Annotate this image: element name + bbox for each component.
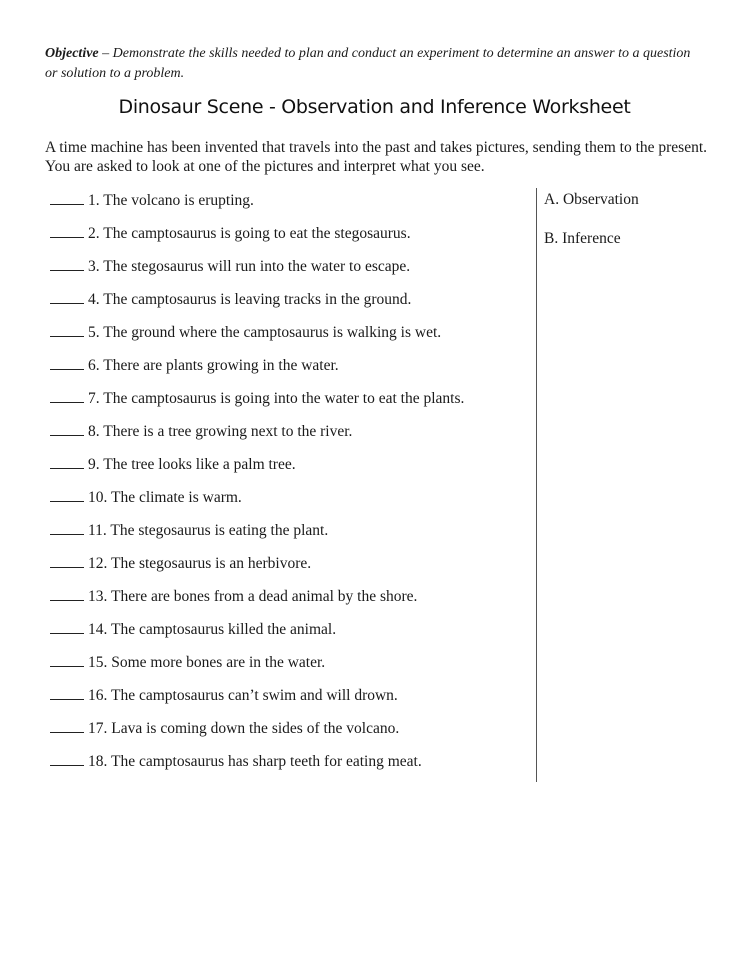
question-text: 6. There are plants growing in the water. <box>88 357 339 374</box>
page-title: Dinosaur Scene - Observation and Inference Worksheet <box>118 96 631 118</box>
question-7 <box>50 388 530 421</box>
question-text: 4. The camptosaurus is leaving tracks in the ground. <box>88 291 412 308</box>
answer-blank[interactable] <box>50 355 84 370</box>
choice-inference: B. Inference <box>544 230 621 247</box>
answer-blank[interactable] <box>50 751 84 766</box>
question-15 <box>50 652 530 685</box>
question-text: 2. The camptosaurus is going to eat the stegosaurus. <box>88 225 411 242</box>
question-6 <box>50 355 530 388</box>
question-text: 1. The volcano is erupting. <box>88 192 254 209</box>
answer-blank[interactable] <box>50 322 84 337</box>
answer-blank[interactable] <box>50 520 84 535</box>
answer-blank[interactable] <box>50 553 84 568</box>
question-4 <box>50 289 530 322</box>
question-text: 5. The ground where the camptosaurus is walking is wet. <box>88 324 442 341</box>
intro-paragraph: A time machine has been invented that travels into the past and takes pictures, sending them to the present. You are asked to look at one of the pictures and interpret what you see. <box>45 139 708 175</box>
question-text: 13. There are bones from a dead animal by the shore. <box>88 588 418 605</box>
question-5 <box>50 322 530 355</box>
question-text: 8. There is a tree growing next to the river. <box>88 423 353 440</box>
question-2 <box>50 223 530 256</box>
question-text: 9. The tree looks like a palm tree. <box>88 456 296 473</box>
answer-blank[interactable] <box>50 190 84 205</box>
question-18 <box>50 751 530 784</box>
question-text: 16. The camptosaurus can’t swim and will drown. <box>88 687 398 704</box>
answer-blank[interactable] <box>50 652 84 667</box>
choice-observation: A. Observation <box>544 191 639 208</box>
question-text: 18. The camptosaurus has sharp teeth for eating meat. <box>88 753 422 770</box>
question-text: 3. The stegosaurus will run into the water to escape. <box>88 258 411 275</box>
objective-label: Objective <box>45 46 99 61</box>
question-13 <box>50 586 530 619</box>
answer-blank[interactable] <box>50 421 84 436</box>
question-9 <box>50 454 530 487</box>
question-1 <box>50 190 530 223</box>
question-text: 12. The stegosaurus is an herbivore. <box>88 555 312 572</box>
question-10 <box>50 487 530 520</box>
objective-text: – Demonstrate the skills needed to plan and conduct an experiment to determine an answer to a question or solution to a problem. <box>45 46 691 81</box>
answer-blank[interactable] <box>50 223 84 238</box>
question-3 <box>50 256 530 289</box>
question-text: 14. The camptosaurus killed the animal. <box>88 621 337 638</box>
question-text: 15. Some more bones are in the water. <box>88 654 326 671</box>
answer-blank[interactable] <box>50 388 84 403</box>
question-16 <box>50 685 530 718</box>
question-11 <box>50 520 530 553</box>
objective <box>45 44 705 84</box>
question-14 <box>50 619 530 652</box>
question-text: 17. Lava is coming down the sides of the volcano. <box>88 720 400 737</box>
answer-blank[interactable] <box>50 718 84 733</box>
answer-blank[interactable] <box>50 619 84 634</box>
answer-choices <box>544 190 639 268</box>
question-8 <box>50 421 530 454</box>
answer-blank[interactable] <box>50 289 84 304</box>
answer-blank[interactable] <box>50 685 84 700</box>
question-17 <box>50 718 530 751</box>
question-text: 10. The climate is warm. <box>88 489 242 506</box>
answer-blank[interactable] <box>50 256 84 271</box>
question-text: 11. The stegosaurus is eating the plant. <box>88 522 329 539</box>
column-divider <box>536 188 537 782</box>
question-12 <box>50 553 530 586</box>
question-list <box>50 190 530 784</box>
answer-blank[interactable] <box>50 586 84 601</box>
answer-blank[interactable] <box>50 487 84 502</box>
question-text: 7. The camptosaurus is going into the water to eat the plants. <box>88 390 465 407</box>
answer-blank[interactable] <box>50 454 84 469</box>
